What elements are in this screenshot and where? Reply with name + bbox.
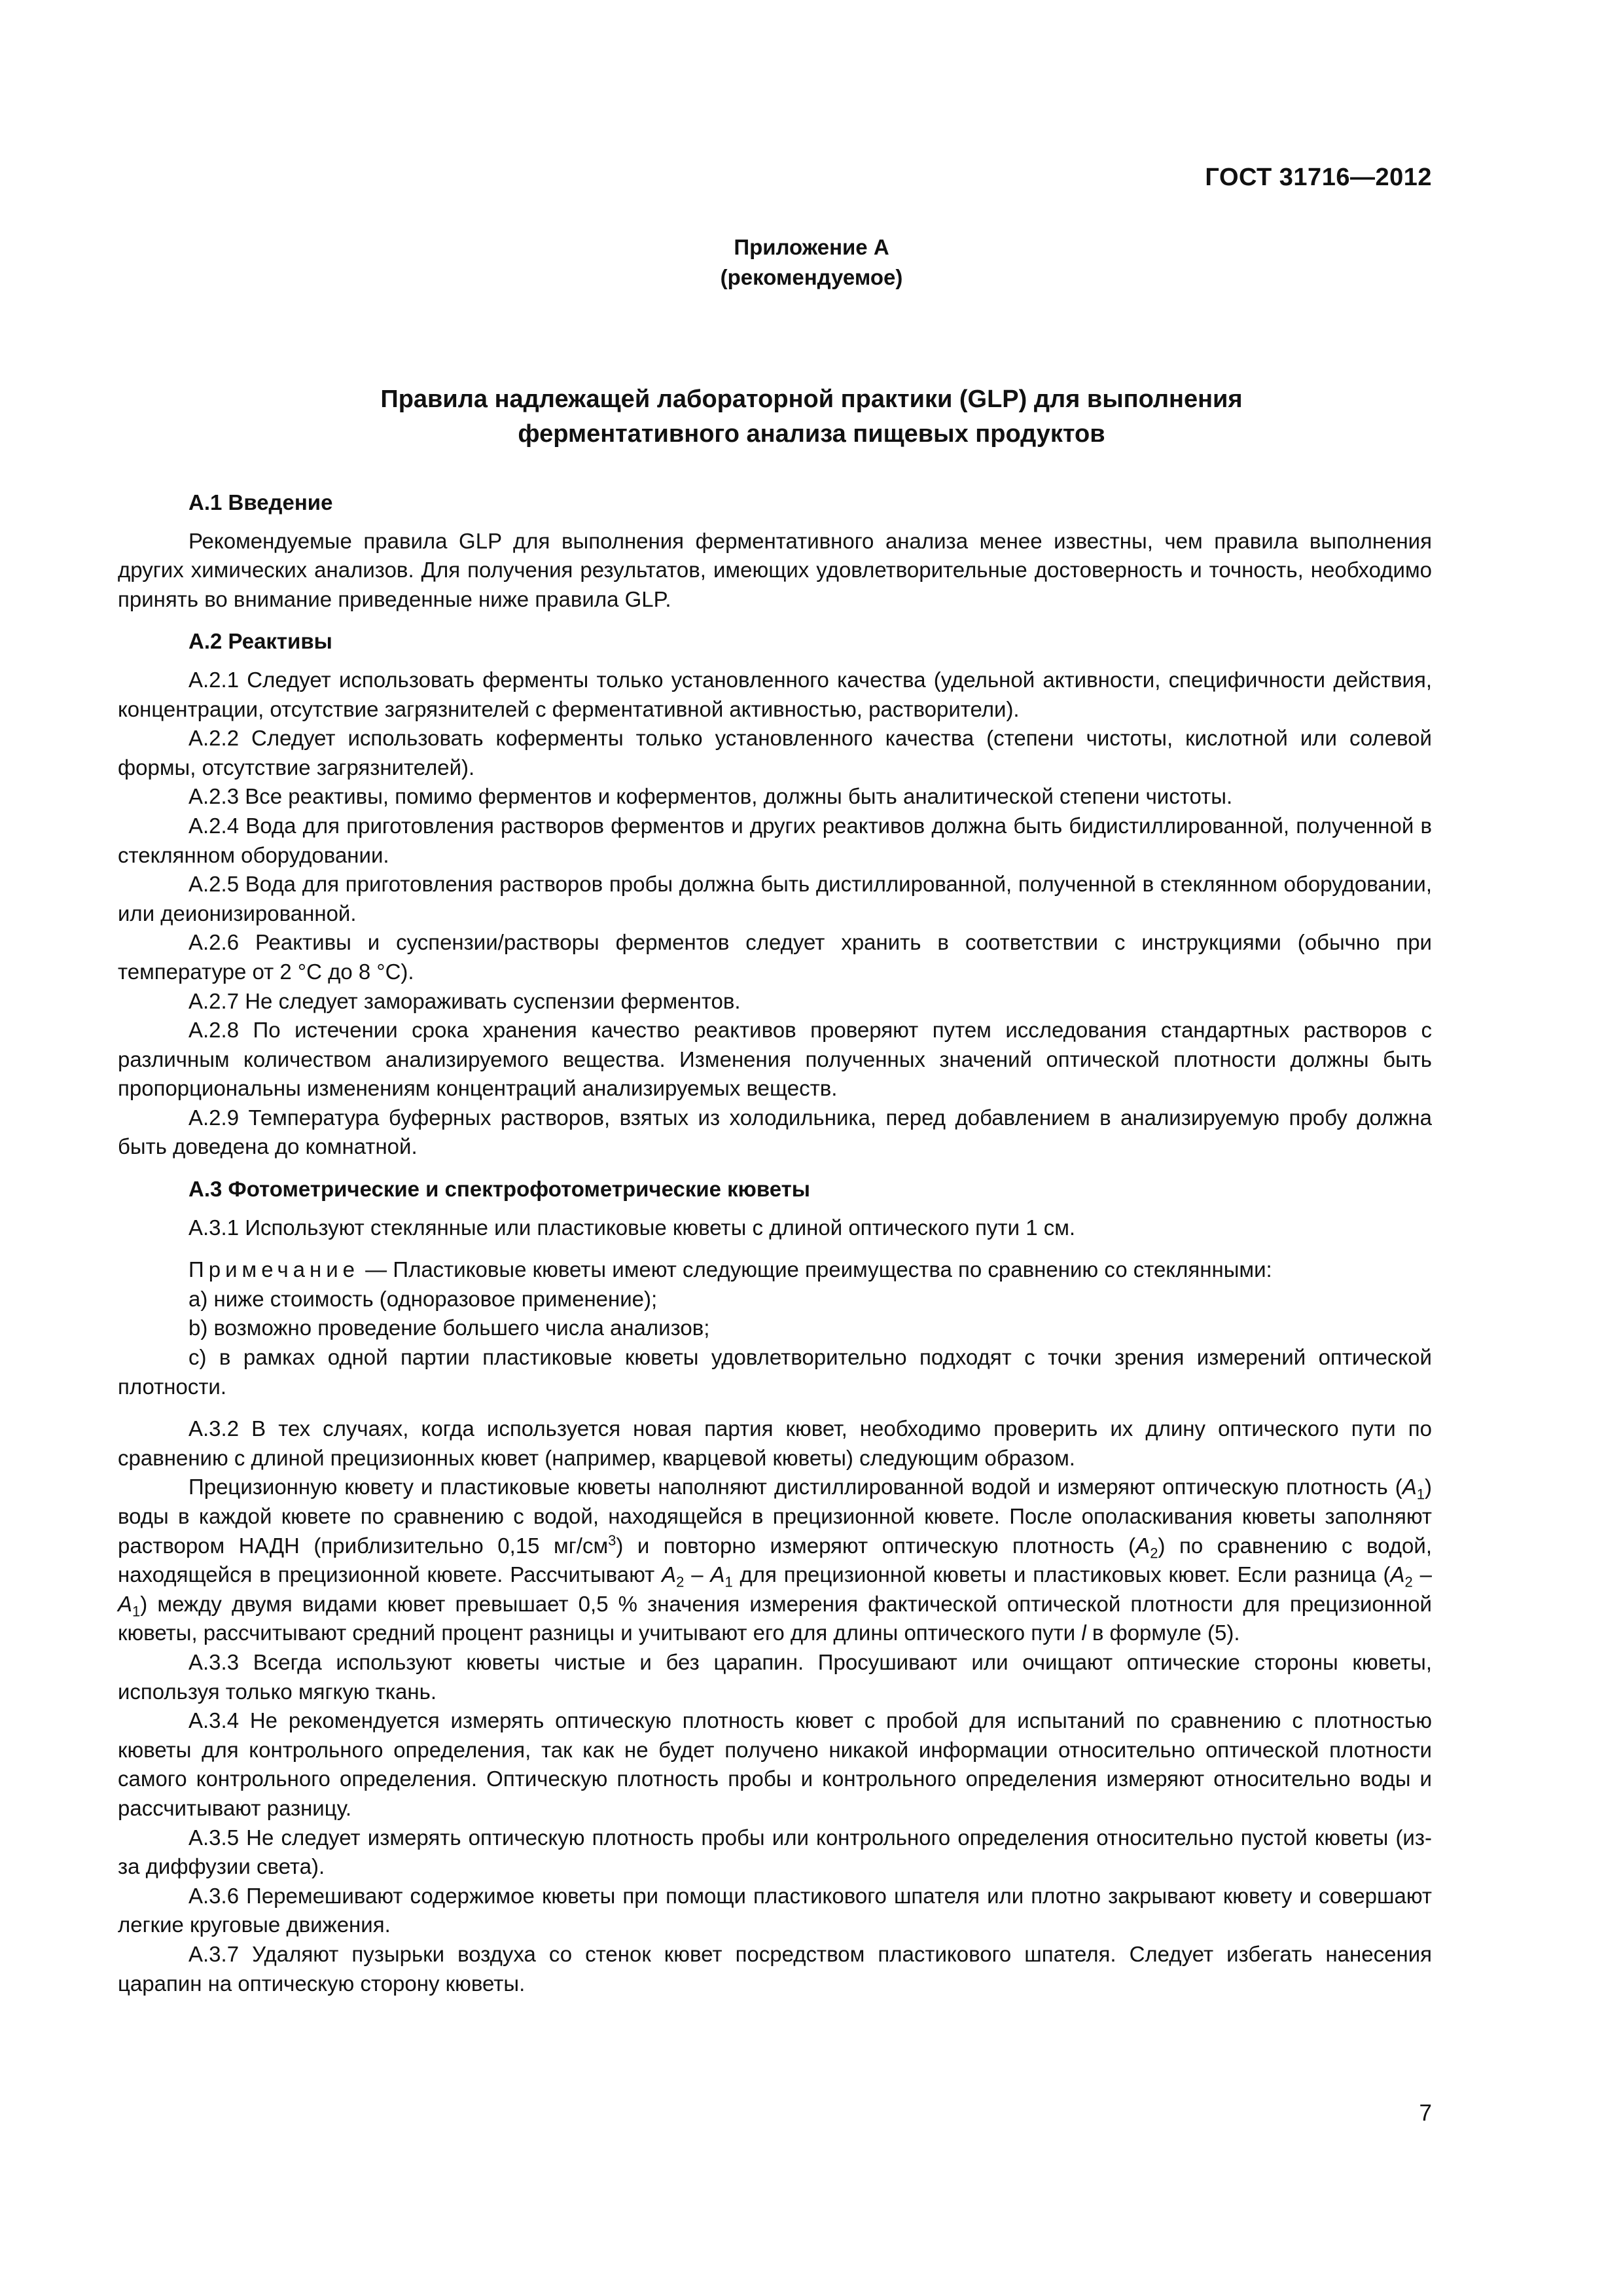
clause-a2-3: А.2.3 Все реактивы, помимо ферментов и коферментов, должны быть аналитической степени чистоты. (188, 784, 1233, 809)
clause-a3-1: А.3.1 Используют стеклянные или пластиковые кюветы с длиной оптического пути 1 см. (188, 1215, 1076, 1240)
symbol-a: A (710, 1562, 725, 1587)
clause-a2-6: А.2.6 Реактивы и суспензии/растворы ферментов следует хранить в соответствии с инструкциями (обычно при температуре от 2 °С до 8 °С). (118, 930, 1432, 984)
clause-a2-7: А.2.7 Не следует замораживать суспензии ферментов. (188, 988, 741, 1013)
symbol-l: l (1081, 1621, 1086, 1645)
symbol-a: A (1402, 1475, 1417, 1499)
clause-a3-7: А.3.7 Удаляют пузырьки воздуха со стенок кювет посредством пластикового шпателя. Следует избегать нанесения царапин на оптическую сторону кюветы. (118, 1941, 1432, 1996)
note-item-c: c) в рамках одной партии пластиковые кюветы удовлетворительно подходят с точки зрения измерений оптической плотности. (118, 1345, 1432, 1399)
page-number: 7 (1419, 2100, 1432, 2126)
title-line-1: Правила надлежащей лабораторной практики (GLP) для выполнения (380, 386, 1243, 413)
standard-designation: ГОСТ 31716—2012 (1205, 164, 1432, 191)
note (118, 1255, 1432, 1285)
note-item-a: a) ниже стоимость (одноразовое применение); (188, 1286, 658, 1311)
note-label: Примечание (188, 1257, 360, 1282)
symbol-a: A (662, 1562, 677, 1587)
section-heading-a2: А.2 Реактивы (188, 629, 332, 654)
appendix-label: Приложение А (734, 235, 889, 259)
document-title (0, 382, 1623, 452)
clause-a3-2-procedure: Прецизионную кювету и пластиковые кюветы наполняют дистиллированной водой и измеряют оптическую плотность $(A_1)$ воды в каждой кювете по сравнению с водой, находящейся в прецизионной кювете. После ополаскивания кюветы заполняют раствором НАДН (приблизительно 0,15 $мг/см^3$) и повторно измеряют оптическую плотность $(A_2)$ по сравнению с водой, находящейся в прецизионной кювете. Рассчитывают $A_2 - A_1$ для прецизионной кюветы и пластиковых кювет. Если разница ($A_2$ $-A_1$) между двумя видами кювет превышает 0,5 % значения измерения фактической оптической плотности для прецизионной кюветы, рассчитывают средний процент разницы и учитывают его для длины оптического пути l в формуле (5). (118, 1475, 1433, 1645)
clause-a3-4: А.3.4 Не рекомендуется измерять оптическую плотность кювет с пробой для испытаний по сравнению с плотностью кюветы для контрольного определения, так как не будет получено никакой информации относительно оптической плотности самого контрольного определения. Оптическую плотность пробы и контрольного определения измеряют относительно воды и рассчитывают разницу. (118, 1708, 1432, 1820)
note-item-b: b) возможно проведение большего числа анализов; (188, 1316, 710, 1340)
title-line-2: ферментативного анализа пищевых продуктов (518, 420, 1105, 448)
appendix-status: (рекомендуемое) (720, 265, 903, 289)
clause-a2-9: А.2.9 Температура буферных растворов, взятых из холодильника, перед добавлением в анализируемую пробу должна быть доведена до комнатной. (118, 1105, 1432, 1159)
symbol-a: A (118, 1591, 133, 1616)
appendix-heading (0, 232, 1623, 293)
section-heading-a3: А.3 Фотометрические и спектрофотометрические кюветы (188, 1177, 810, 1202)
clause-a2-8: А.2.8 По истечении срока хранения качество реактивов проверяют путем исследования стандартных растворов с различным количеством анализируемого вещества. Изменения полученных значений оптической плотности должны быть пропорциональны изменениям концентраций анализируемых веществ. (118, 1018, 1432, 1101)
note-text: — Пластиковые кюветы имеют следующие преимущества по сравнению со стеклянными: (359, 1257, 1272, 1282)
clause-a2-4: А.2.4 Вода для приготовления растворов ферментов и других реактивов должна быть бидистиллированной, полученной в стеклянном оборудовании. (118, 813, 1432, 867)
clause-a2-5: А.2.5 Вода для приготовления растворов пробы должна быть дистиллированной, полученной в стеклянном оборудовании, или деионизированной. (118, 872, 1432, 925)
document-body (118, 488, 1432, 1998)
section-heading-a1: А.1 Введение (188, 490, 333, 514)
symbol-a: A (1135, 1533, 1150, 1558)
symbol-a: A (1390, 1562, 1405, 1587)
clause-a3-5: А.3.5 Не следует измерять оптическую плотность пробы или контрольного определения относительно пустой кюветы (из-за диффузии света). (118, 1825, 1432, 1879)
clause-a2-2: А.2.2 Следует использовать коферменты только установленного качества (степени чистоты, кислотной или солевой формы, отсутствие загрязнителей). (118, 726, 1432, 780)
clause-a3-6: А.3.6 Перемешивают содержимое кюветы при помощи пластикового шпателя или плотно закрывают кювету и совершают легкие круговые движения. (118, 1883, 1432, 1937)
clause-a3-2: А.3.2 В тех случаях, когда используется новая партия кювет, необходимо проверить их длину оптического пути по сравнению с длиной прецизионных кювет (например, кварцевой кюветы) следующим образом. (118, 1416, 1432, 1470)
clause-a3-3: А.3.3 Всегда используют кюветы чистые и без царапин. Просушивают или очищают оптические стороны кюветы, используя только мягкую ткань. (118, 1649, 1432, 1704)
paragraph-a1: Рекомендуемые правила GLP для выполнения ферментативного анализа менее известны, чем правила выполнения других химических анализов. Для получения результатов, имеющих удовлетворительные достоверность и точность, необходимо принять во внимание приведенные ниже правила GLP. (118, 528, 1432, 611)
clause-a2-1: А.2.1 Следует использовать ферменты только установленного качества (удельной активности, специфичности действия, концентрации, отсутствие загрязнителей с ферментативной активностью, растворители). (118, 667, 1432, 721)
